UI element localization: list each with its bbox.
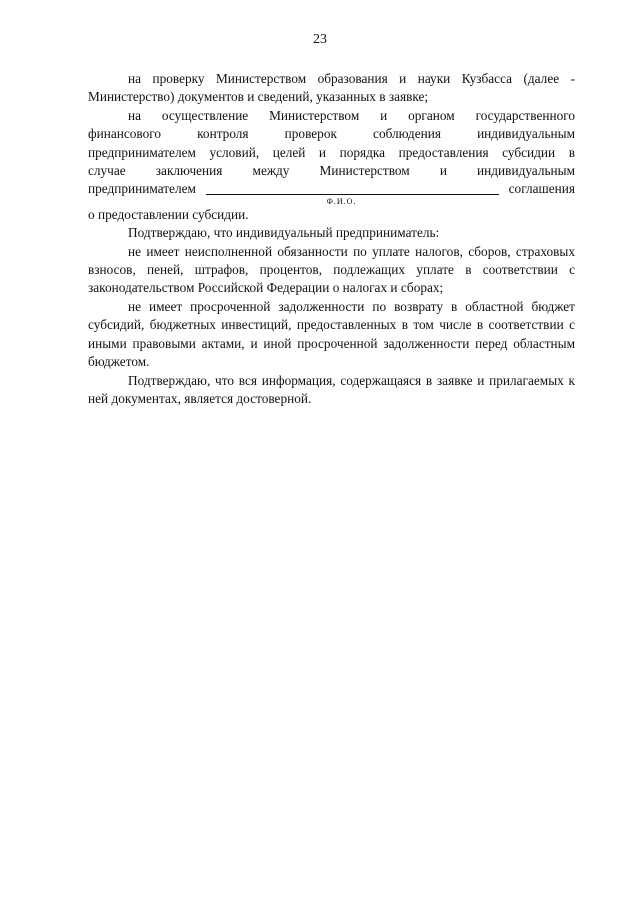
- paragraph-control-line-4: случае заключения между Министерством и индивидуальным: [88, 163, 575, 179]
- entrepreneur-label: предпринимателем: [88, 181, 196, 197]
- paragraph-ministry-check: на проверку Министерством образования и науки Кузбасса (далее - Министерство) документов и сведений, указанных в заявке;: [88, 71, 575, 105]
- agreement-word: соглашения: [508, 181, 575, 197]
- paragraph-control-line-2: финансового контроля проверок соблюдения индивидуальным: [88, 126, 575, 142]
- paragraph-control-line-3: предпринимателем условий, целей и порядка предоставления субсидии в: [88, 144, 575, 160]
- paragraph-control-line-6: о предоставлении субсидии.: [88, 206, 249, 222]
- page-number: 23: [313, 32, 327, 47]
- fio-blank-field[interactable]: [206, 193, 499, 195]
- paragraph-control-line-1: на осуществление Министерством и органом государственного: [128, 107, 575, 123]
- paragraph-confirmation-intro: Подтверждаю, что индивидуальный предприниматель:: [128, 225, 440, 241]
- paragraph-no-tax-debt: не имеет неисполненной обязанности по уплате налогов, сборов, страховых взносов, пеней, штрафов, процентов, подлежащих уплате в соответствии с законодательством Российской Федерации о налогах и сборах;: [88, 243, 575, 296]
- document-body: [88, 70, 575, 408]
- paragraph-info-accuracy: Подтверждаю, что вся информация, содержащаяся в заявке и прилагаемых к ней документах, является достоверной.: [88, 372, 575, 406]
- paragraph-no-overdue-debt: не имеет просроченной задолженности по возврату в областной бюджет субсидий, бюджетных инвестиций, предоставленных в том числе в соответствии с иными правовыми актами, и иной просроченной задолженности перед областным бюджетом.: [88, 298, 575, 370]
- fio-caption: Ф.И.О.: [326, 196, 357, 206]
